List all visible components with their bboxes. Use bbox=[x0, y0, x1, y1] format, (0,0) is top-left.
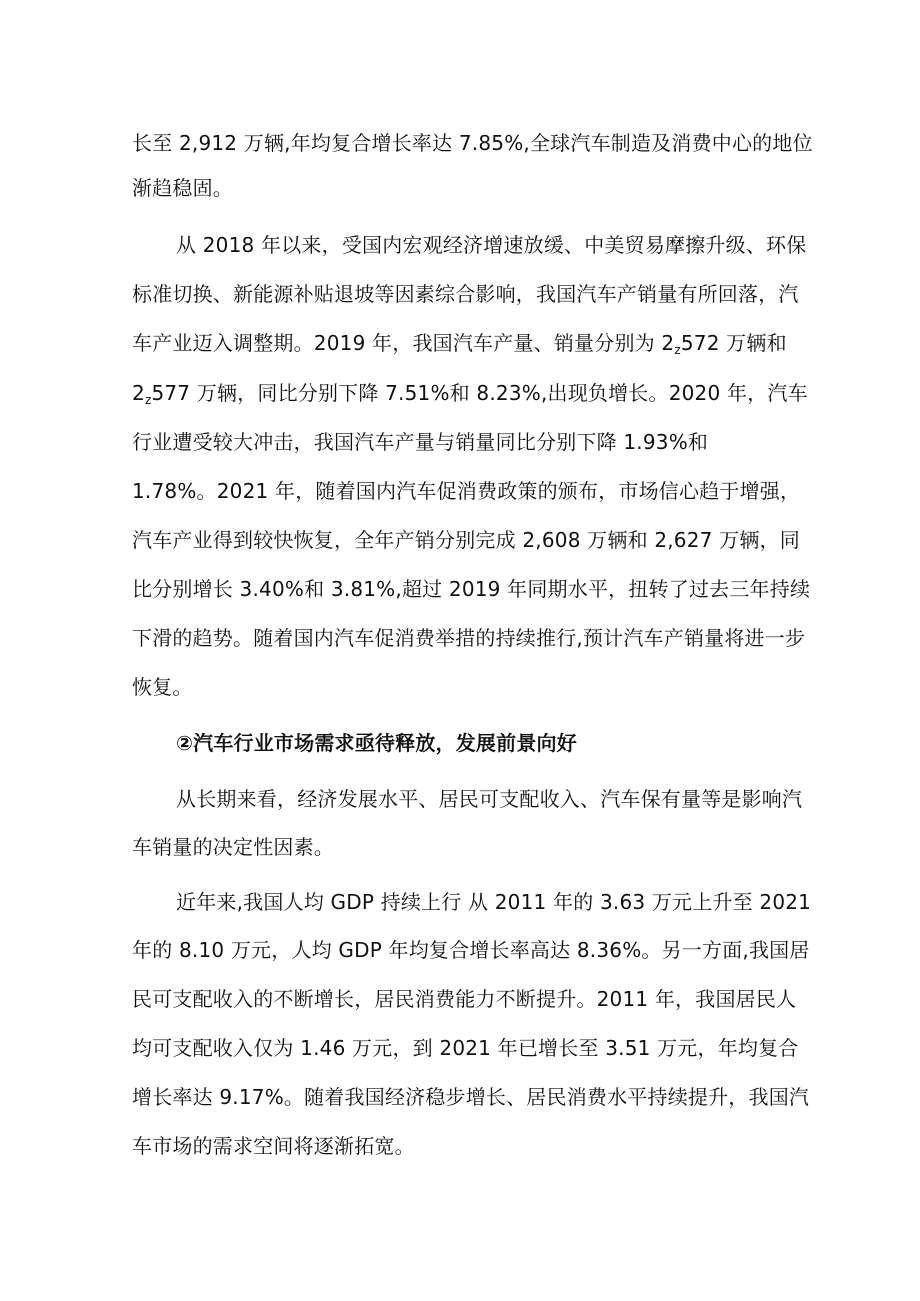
paragraph-line: 下滑的趋势。随着国内汽车促消费举措的持续推行,预计汽车产销量将进一步 bbox=[132, 626, 806, 650]
paragraph-line bbox=[132, 380, 808, 406]
line-segment: 572 万辆和 bbox=[680, 331, 787, 355]
paragraph-line bbox=[132, 330, 787, 356]
paragraph-line: 恢复。 bbox=[132, 675, 193, 699]
paragraph-line: 车市场的需求空间将逐渐拓宽。 bbox=[132, 1134, 415, 1158]
paragraph-line: 均可支配收入仅为 1.46 万元，到 2021 年已增长至 3.51 万元，年均复合 bbox=[132, 1036, 799, 1060]
paragraph-line: 汽车产业得到较快恢复，全年产销分别完成 2,608 万辆和 2,627 万辆，同 bbox=[132, 528, 800, 552]
paragraph-line: 增长率达 9.17%。随着我国经济稳步增长、居民消费水平持续提升，我国汽 bbox=[132, 1085, 810, 1109]
paragraph-line: 年的 8.10 万元，人均 GDP 年均复合增长率高达 8.36%。另一方面,我国居 bbox=[132, 938, 810, 962]
paragraph-line: 比分别增长 3.40%和 3.81%,超过 2019 年同期水平，扭转了过去三年持续 bbox=[132, 577, 811, 601]
paragraph-line: 从长期来看，经济发展水平、居民可支配收入、汽车保有量等是影响汽 bbox=[176, 787, 803, 811]
paragraph-line: 车销量的决定性因素。 bbox=[132, 835, 334, 859]
section-heading: ②汽车行业市场需求亟待释放，发展前景向好 bbox=[176, 731, 577, 755]
line-segment: 2 bbox=[132, 381, 145, 405]
subscript-char: z bbox=[674, 343, 681, 357]
subscript-char: z bbox=[144, 393, 152, 407]
paragraph-line: 近年来,我国人均 GDP 持续上行 从 2011 年的 3.63 万元上升至 2021 bbox=[176, 890, 812, 914]
paragraph-line: 行业遭受较大冲击，我国汽车产量与销量同比分别下降 1.93%和 bbox=[132, 430, 709, 454]
paragraph-line: 从 2018 年以来，受国内宏观经济增速放缓、中美贸易摩擦升级、环保 bbox=[176, 233, 807, 257]
paragraph-line: 标准切换、新能源补贴退坡等因素综合影响，我国汽车产销量有所回落，汽 bbox=[132, 282, 799, 306]
paragraph-line: 1.78%。2021 年，随着国内汽车促消费政策的颁布，市场信心趋于增强， bbox=[132, 479, 801, 503]
paragraph-line: 长至 2,912 万辆,年均复合增长率达 7.85%,全球汽车制造及消费中心的地位 bbox=[132, 131, 813, 155]
line-segment: 车产业迈入调整期。2019 年，我国汽车产量、销量分别为 2 bbox=[132, 331, 675, 355]
paragraph-line: 渐趋稳固。 bbox=[132, 176, 233, 200]
line-segment: 577 万辆，同比分别下降 7.51%和 8.23%,出现负增长。2020 年，汽车 bbox=[151, 381, 808, 405]
paragraph-line: 民可支配收入的不断增长，居民消费能力不断提升。2011 年，我国居民人 bbox=[132, 987, 797, 1011]
